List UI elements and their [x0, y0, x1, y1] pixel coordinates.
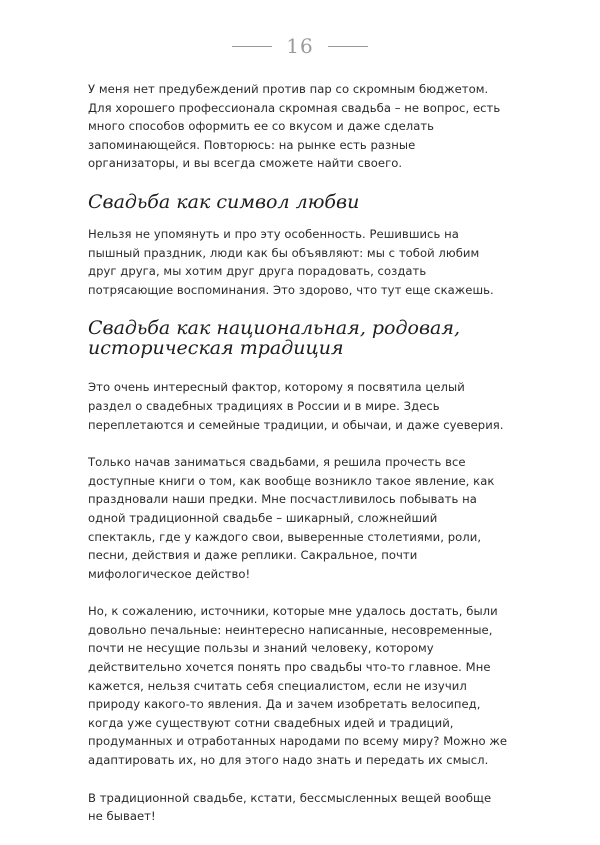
section-tradition-paragraph-2: Только начав заниматься свадьбами, я решила прочесть все доступные книги о том, как вообще возникло такое явление, как праздновали наши предки. Мне посчастливилось побывать на одной традиционной свадьбе – шикарный, сложнейший спектакль, где у каждого свои, выверенные столетиями, роли, песни, действия и даже реплики. Сакральное, почти мифологическое действо! [88, 455, 495, 581]
header-rule-left [232, 46, 272, 47]
section-tradition-paragraph-3: Но, к сожалению, источники, которые мне удалось достать, были довольно печальные: неинтересно написанные, несовременные, почти не несущие пользы и знаний человеку, которому действительно хочется понять про свадьбы что-то главное. Мне кажется, нельзя считать себя специалистом, если не изучил природу какого-то явления. Да и зачем изобретать велосипед, когда уже существуют сотни свадебных идей и традиций, продуманных и отработанных народами по всему миру? Можно же адаптировать их, но для этого надо знать и передать их смысл. [88, 604, 508, 768]
section-heading-tradition [88, 318, 508, 358]
page-content [88, 80, 508, 845]
section-heading-tradition-line2: историческая традиция [88, 337, 344, 360]
section-heading-tradition-line1: Свадьба как национальная, родовая, [88, 317, 460, 340]
section-tradition-paragraph-4: В традиционной свадьбе, кстати, бессмысленных вещей вообще не бывает! [88, 790, 492, 824]
page-header [0, 36, 600, 56]
intro-paragraph: У меня нет предубеждений против пар со скромным бюджетом. Для хорошего профессионала скромная свадьба – не вопрос, есть много способов оформить ее со вкусом и даже сделать запоминающейся. Повторюсь: на рынке есть разные организаторы, и вы всегда сможете найти своего. [88, 82, 501, 171]
section-love-paragraph: Нельзя не упомянуть и про эту особенность. Решившись на пышный праздник, люди как бы объявляют: мы с тобой любим друг друга, мы хотим друг друга порадовать, создать потрясающие воспоминания. Это здорово, что тут еще скажешь. [88, 226, 494, 297]
section-tradition-paragraph-1: Это очень интересный фактор, которому я посвятила целый раздел о свадебных традициях в России и в мире. Здесь переплетаются и семейные традиции, и обычаи, и даже суеверия. [88, 380, 504, 432]
header-rule-right [328, 46, 368, 47]
page-number: 16 [286, 34, 314, 58]
section-heading-love: Свадьба как символ любви [88, 190, 360, 213]
